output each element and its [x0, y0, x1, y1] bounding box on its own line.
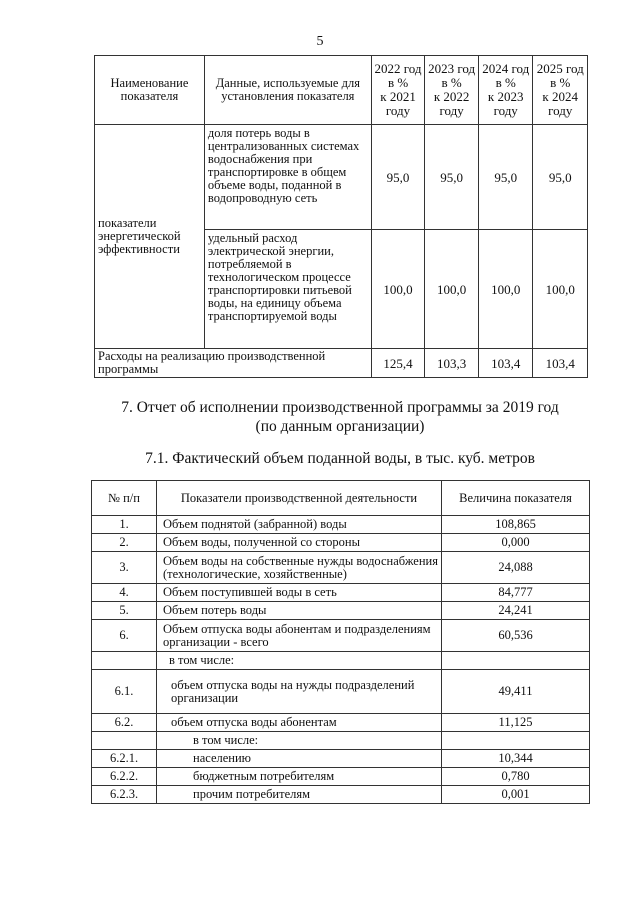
- table-row: [92, 602, 590, 620]
- row-num: 6.2.3.: [92, 786, 157, 804]
- row-num: [92, 652, 157, 670]
- row-num: 2.: [92, 534, 157, 552]
- row-value: 0,780: [442, 768, 590, 786]
- row-indicator: Объем поднятой (забранной) воды: [157, 516, 442, 534]
- table-row: [92, 534, 590, 552]
- expenses-value: 125,4: [371, 349, 425, 378]
- row-num: 3.: [92, 552, 157, 584]
- row-indicator: Объем поступившей воды в сеть: [157, 584, 442, 602]
- table-row: [95, 349, 588, 378]
- row-value: 100,0: [478, 230, 533, 349]
- row-indicator: Объем отпуска воды абонентам и подразделениям организации - всего: [157, 620, 442, 652]
- row-indicator: в том числе:: [157, 652, 442, 670]
- header-name: Наименование показателя: [95, 56, 205, 125]
- row-value: 24,088: [442, 552, 590, 584]
- table-row: [92, 732, 590, 750]
- row-value: 60,536: [442, 620, 590, 652]
- row-num: 6.1.: [92, 670, 157, 714]
- page-number: 5: [316, 34, 324, 49]
- row-value: [442, 652, 590, 670]
- row-indicator: прочим потребителям: [157, 786, 442, 804]
- row-value: 11,125: [442, 714, 590, 732]
- row-value: 108,865: [442, 516, 590, 534]
- row-value: 95,0: [533, 125, 588, 230]
- row-value: 0,001: [442, 786, 590, 804]
- table-row: [95, 125, 588, 230]
- row-value: 95,0: [371, 125, 425, 230]
- table-row: [92, 516, 590, 534]
- row-value: 10,344: [442, 750, 590, 768]
- header-indicator: Показатели производственной деятельности: [157, 481, 442, 516]
- header-year-2023: 2023 год в % к 2022 году: [425, 56, 479, 125]
- row-num: 5.: [92, 602, 157, 620]
- row-num: 4.: [92, 584, 157, 602]
- row-value: 84,777: [442, 584, 590, 602]
- row-indicator: объем отпуска воды абонентам: [157, 714, 442, 732]
- row-num: 6.2.: [92, 714, 157, 732]
- row-desc: доля потерь воды в централизованных системах водоснабжения при транспортировке в общем объеме воды, поданной в водопроводную сеть: [204, 125, 371, 230]
- table-row: [92, 670, 590, 714]
- table-row: [92, 620, 590, 652]
- header-num: № п/п: [92, 481, 157, 516]
- expenses-value: 103,4: [478, 349, 533, 378]
- row-indicator: бюджетным потребителям: [157, 768, 442, 786]
- header-year-2024: 2024 год в % к 2023 году: [478, 56, 533, 125]
- row-num: 6.: [92, 620, 157, 652]
- row-value: 24,241: [442, 602, 590, 620]
- header-year-2025: 2025 год в % к 2024 году: [533, 56, 588, 125]
- header-value: Величина показателя: [442, 481, 590, 516]
- row-value: 100,0: [371, 230, 425, 349]
- targets-table: [94, 55, 588, 378]
- row-indicator: Объем воды на собственные нужды водоснабжения (технологические, хозяйственные): [157, 552, 442, 584]
- row-value: 95,0: [425, 125, 479, 230]
- row-num: 6.2.1.: [92, 750, 157, 768]
- table-row: [92, 714, 590, 732]
- row-num: 1.: [92, 516, 157, 534]
- table-row: [92, 584, 590, 602]
- row-value: 100,0: [425, 230, 479, 349]
- expenses-value: 103,4: [533, 349, 588, 378]
- row-indicator: в том числе:: [157, 732, 442, 750]
- table-row: [92, 786, 590, 804]
- header-data: Данные, используемые для установления показателя: [204, 56, 371, 125]
- row-num: 6.2.2.: [92, 768, 157, 786]
- row-value: 100,0: [533, 230, 588, 349]
- row-value: [442, 732, 590, 750]
- row-indicator: населению: [157, 750, 442, 768]
- expenses-label: Расходы на реализацию производственной программы: [95, 349, 372, 378]
- table-row: [92, 652, 590, 670]
- section-7-title: 7. Отчет об исполнении производственной программы за 2019 год (по данным организации): [121, 399, 559, 435]
- water-volume-table: [91, 480, 590, 804]
- table-row: [92, 552, 590, 584]
- row-value: 95,0: [478, 125, 533, 230]
- row-indicator: Объем воды, полученной со стороны: [157, 534, 442, 552]
- group-name: показатели энергетической эффективности: [95, 125, 205, 349]
- row-indicator: Объем потерь воды: [157, 602, 442, 620]
- row-num: [92, 732, 157, 750]
- expenses-value: 103,3: [425, 349, 479, 378]
- table-row: [92, 768, 590, 786]
- row-value: 0,000: [442, 534, 590, 552]
- section-7-1-title: 7.1. Фактический объем поданной воды, в тыс. куб. метров: [145, 450, 535, 467]
- row-value: 49,411: [442, 670, 590, 714]
- table-row: [92, 750, 590, 768]
- row-desc: удельный расход электрической энергии, потребляемой в технологическом процессе транспортировки питьевой воды, на единицу объема транспортируемой воды: [204, 230, 371, 349]
- header-year-2022: 2022 год в % к 2021 году: [371, 56, 425, 125]
- row-indicator: объем отпуска воды на нужды подразделений организации: [157, 670, 442, 714]
